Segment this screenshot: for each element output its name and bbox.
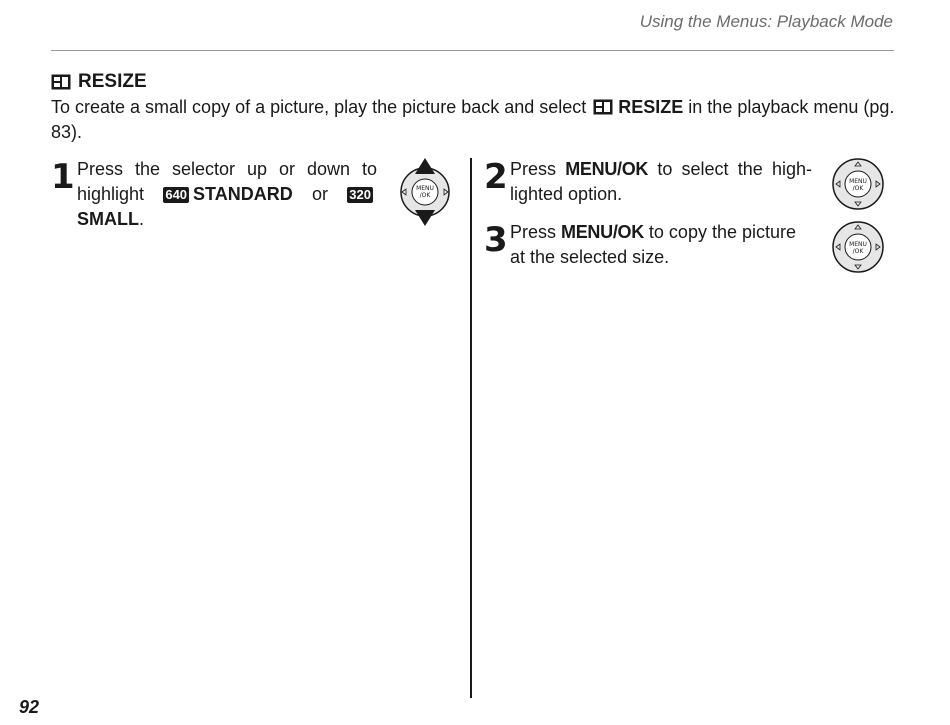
step-1-text-c: .: [139, 209, 145, 229]
page-number: 92: [19, 697, 40, 717]
intro-bold: RESIZE: [618, 97, 684, 117]
step-3-text-b: to copy the picture at the selected size.: [510, 222, 797, 267]
step-2-text-b: to select the high-lighted option.: [510, 159, 812, 204]
intro-before: To create a small copy of a picture, play the picture back and select: [51, 97, 592, 117]
step-1-text: [77, 157, 377, 232]
selector-label-line2: /OK: [419, 192, 431, 199]
section-heading: [51, 71, 147, 93]
selector-label-line1: MENU: [849, 178, 867, 185]
selector-label-line1: MENU: [416, 185, 434, 192]
resize-icon: [51, 74, 71, 90]
selector-up-down-icon: [398, 158, 452, 231]
section-heading-text: RESIZE: [78, 71, 147, 92]
intro-paragraph: [51, 95, 901, 145]
menu-ok-button-icon: [831, 220, 885, 279]
resize-icon: [593, 99, 613, 115]
menu-ok-button-icon: [831, 157, 885, 216]
selector-label-line2: /OK: [852, 185, 864, 192]
standard-size-badge: 640: [165, 187, 188, 202]
selector-label-line1: MENU: [849, 241, 867, 248]
column-divider: [470, 158, 472, 698]
step-1-number: 1: [51, 157, 75, 197]
standard-label: STANDARD: [193, 184, 293, 204]
small-label: SMALL: [77, 209, 139, 229]
step-1-text-a: Press the selector up or down to highlight: [77, 159, 377, 204]
step-3-text-a: Press: [510, 222, 562, 242]
step-2-number: 2: [484, 157, 508, 197]
step-2-text: [510, 157, 812, 207]
intro-after: in the playback menu (pg. 83).: [51, 97, 895, 142]
menu-ok-key: MENU/OK: [561, 222, 644, 242]
header-rule: [51, 50, 894, 51]
step-1-text-b: or: [292, 184, 348, 204]
step-2-text-a: Press: [510, 159, 566, 179]
header-title: Using the Menus: Playback Mode: [639, 12, 893, 31]
selector-label-line2: /OK: [852, 248, 864, 255]
step-3-text: [510, 220, 812, 270]
menu-ok-key: MENU/OK: [565, 159, 649, 179]
step-3-number: 3: [484, 220, 508, 260]
small-size-badge: 320: [349, 187, 371, 202]
